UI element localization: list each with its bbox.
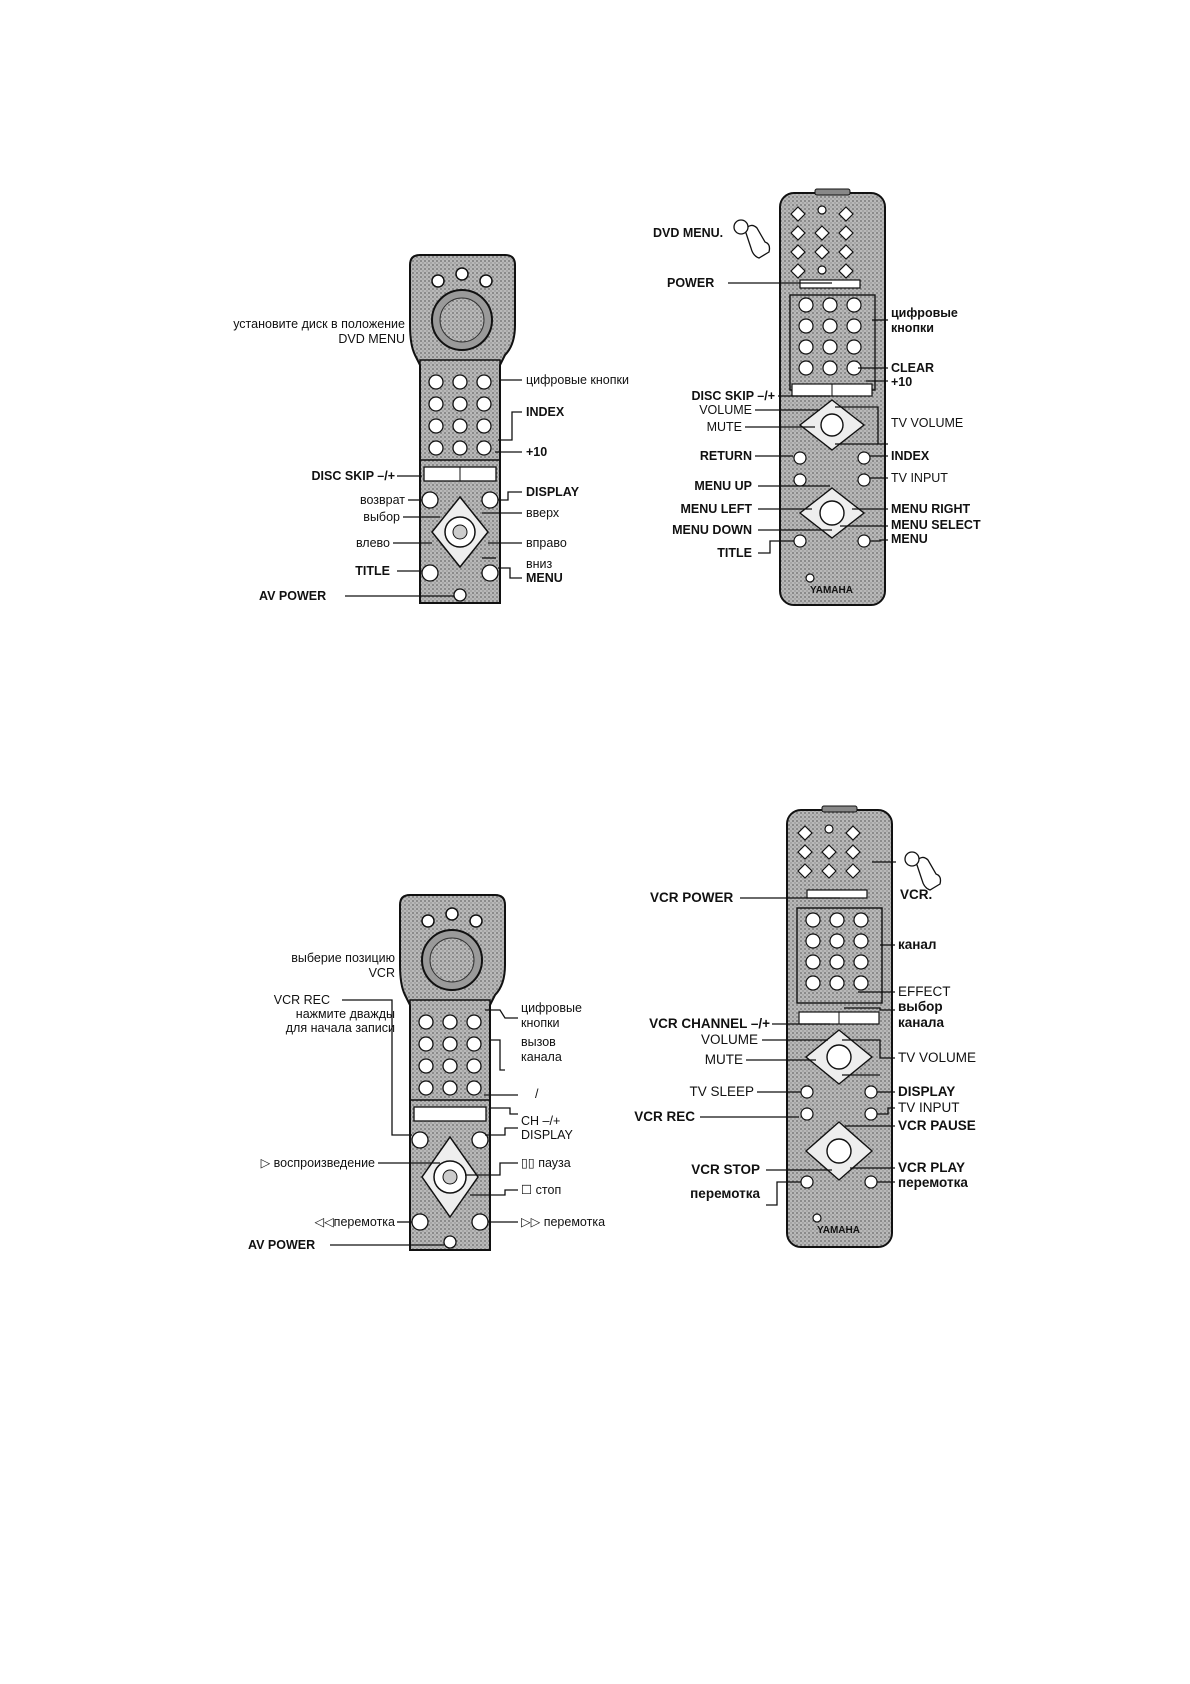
hand-pointer-icon [734,220,770,258]
label-ffwd: ▷▷ перемотка [521,1215,606,1229]
remote-3 [400,895,505,1250]
label-effect: EFFECT [898,984,951,999]
label-plus10: +10 [526,445,548,459]
brand-logo: YAMAHA [810,585,853,596]
remote-2 [780,189,885,605]
label-menu-down: MENU DOWN [672,523,752,537]
label-press-twice-1: нажмите дважды [295,1007,395,1021]
label-numeric-1: цифровые [521,1001,582,1015]
label-vcr-pause: VCR PAUSE [898,1118,976,1133]
label-index: INDEX [891,449,930,463]
label-select-pos-1: выберие позицию [291,951,395,965]
label-display: DISPLAY [521,1128,573,1142]
remote-1 [410,255,515,603]
label-vcr: VCR. [900,887,933,902]
label-numeric-2: кнопки [521,1016,560,1030]
label-ch: CH –/+ [521,1114,561,1128]
label-select: выбор [363,510,400,524]
label-numeric-keys: цифровые кнопки [526,373,629,387]
label-pause: ▯▯ пауза [521,1156,571,1170]
label-left: влево [355,536,390,550]
label-return: RETURN [699,449,752,463]
label-disc-skip: DISC SKIP –/+ [311,469,395,483]
label-numeric-1: цифровые [891,306,958,320]
label-menu: MENU [891,532,928,546]
label-av-power: AV POWER [248,1238,316,1252]
label-tv-volume: TV VOLUME [891,416,964,430]
label-tv-volume: TV VOLUME [898,1050,977,1065]
label-call-2: канала [521,1050,562,1064]
label-clear: CLEAR [891,361,935,375]
label-title: TITLE [355,564,390,578]
label-mute: MUTE [704,1052,743,1067]
label-vcr-play: VCR PLAY [898,1160,966,1175]
label-index: INDEX [526,405,565,419]
label-volume: VOLUME [700,1032,758,1047]
label-mute: MUTE [706,420,742,434]
label-tv-input: TV INPUT [898,1100,960,1115]
label-select-pos-2: VCR [368,966,395,980]
label-vcr-rec: VCR REC [273,993,330,1007]
label-vcr-stop: VCR STOP [691,1162,760,1177]
label-set-disc-1: установите диск в положение [233,317,405,331]
remote-4 [787,806,892,1247]
label-down: вниз [526,557,553,571]
label-call-1: вызов [521,1035,556,1049]
label-tv-input: TV INPUT [891,471,948,485]
label-menu-right: MENU RIGHT [891,502,971,516]
label-title: TITLE [717,546,752,560]
label-ffwd: перемотка [898,1175,968,1190]
label-vcr-power: VCR POWER [650,890,734,905]
label-plus10: +10 [891,375,913,389]
label-display: DISPLAY [898,1084,956,1099]
label-volume: VOLUME [699,403,752,417]
label-power: POWER [667,276,715,290]
label-vcr-channel: VCR CHANNEL –/+ [649,1016,770,1031]
label-numeric-2: кнопки [891,321,934,335]
brand-logo-2: YAMAHA [817,1225,860,1236]
label-tv-sleep: TV SLEEP [689,1084,754,1099]
label-channel: канал [898,937,937,952]
label-menu: MENU [526,571,563,585]
label-rewind: ◁◁перемотка [314,1215,395,1229]
label-display: DISPLAY [526,485,580,499]
label-vcr-rec: VCR REC [634,1109,695,1124]
label-dvd-menu: DVD MENU. [653,226,724,240]
label-ch-select-2: канала [898,1015,945,1030]
label-right: вправо [526,536,567,550]
label-menu-up: MENU UP [694,479,752,493]
label-play: ▷ воспроизведение [260,1156,375,1170]
label-disc-skip: DISC SKIP –/+ [691,389,775,403]
label-menu-select: MENU SELECT [891,518,981,532]
label-return: возврат [359,493,405,507]
label-press-twice-2: для начала записи [285,1021,395,1035]
label-rewind: перемотка [690,1186,760,1201]
label-set-disc-2: DVD MENU [338,332,405,346]
hand-pointer-icon-2 [905,852,941,890]
label-up: вверх [526,506,560,520]
label-av-power: AV POWER [259,589,327,603]
label-slash: / [535,1087,539,1101]
label-ch-select-1: выбор [898,999,943,1014]
label-menu-left: MENU LEFT [680,502,752,516]
label-stop: ☐ стоп [521,1183,562,1197]
